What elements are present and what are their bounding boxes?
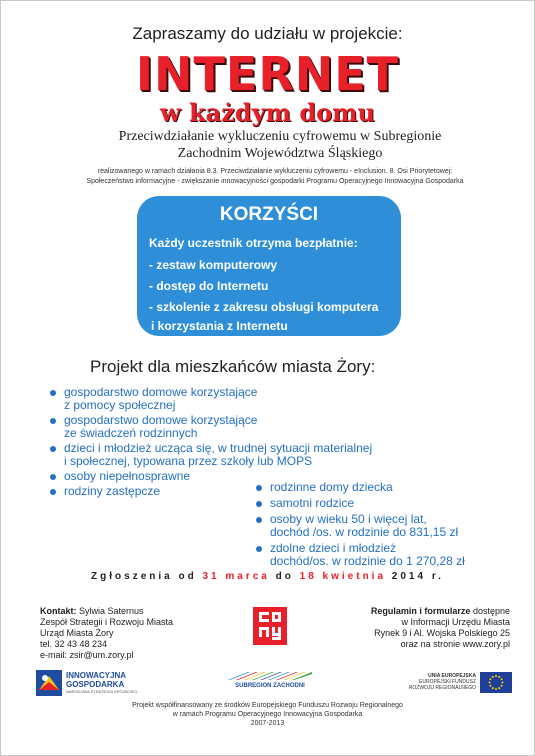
rules-website[interactable]: oraz na stronie www.zory.pl — [400, 639, 510, 649]
intro-text: Zapraszamy do udziału w projekcie: — [132, 24, 403, 43]
legal-line-2: Społeczeństwo informacyjne - zwiększanie innowacyjności gospodarki Programu Operacyjnego Innowacyjna Gospodarka — [86, 178, 464, 185]
list-item: zdolne dzieci i młodzież dochód/os. w rodzinie do 1 270,28 zł — [256, 542, 496, 568]
bullet-icon — [256, 485, 262, 491]
list-item: osoby w wieku 50 i więcej lat, dochód /os. w rodzinie do 831,15 zł — [256, 513, 496, 539]
list-item: dzieci i młodzież ucząca się, w trudnej sytuacji materialnej i społecznej, typowana przez szkoły lub MOPS — [50, 442, 394, 468]
rules-line: Rynek 9 i Al. Wojska Polskiego 25 — [374, 628, 510, 638]
bullet-icon — [50, 418, 56, 424]
eu-text: UNIA EUROPEJSKA EUROPEJSKI FUNDUSZ ROZWOJU REGIONALNEGO — [408, 673, 476, 691]
audience-heading: Projekt dla mieszkańców miasta Żory: — [90, 357, 376, 376]
footer-note — [0, 701, 535, 728]
bullet-icon — [50, 489, 56, 495]
benefits-title: KORZYŚCI — [219, 204, 319, 225]
subregion-text: SUBREGION ZACHODNI — [235, 683, 305, 689]
contact-line: Urząd Miasta Żory — [40, 628, 114, 638]
contact-phone: tel. 32 43 48 234 — [40, 639, 108, 649]
main-subtitle: w każdym domu — [160, 98, 375, 127]
ig-text: INNOWACYJNA GOSPODARKA NARODOWA STRATEGIA SPÓJNOŚCI — [66, 671, 138, 694]
list-item: gospodarstwo domowe korzystające ze świadczeń rodzinnych — [50, 414, 310, 440]
tagline-line-1: Przeciwdziałanie wykluczeniu cyfrowemu w Subregionie — [118, 129, 442, 144]
list-item: gospodarstwo domowe korzystające z pomocy społecznej — [50, 386, 310, 412]
contact-label: Kontakt: — [40, 606, 77, 616]
bullet-icon — [256, 546, 262, 552]
contact-line: Zespół Strategii i Rozwoju Miasta — [40, 617, 174, 627]
contact-email[interactable]: e-mail: zsir@um.zory.pl — [40, 650, 134, 660]
rules-block: Regulamin i formularze dostępne w Informacji Urzędu Miasta Rynek 9 i Al. Wojska Polskiego 25 oraz na stronie www.zory.pl — [330, 606, 510, 650]
footer-line: w ramach Programu Operacyjnego Innowacyjna Gospodarka — [172, 711, 363, 718]
main-title: INTERNET — [135, 47, 400, 101]
legal-line-1: realizowanego w ramach działania 8.3. Przeciwdziałanie wykluczeniu cyfrowemu - eInclusion. 8. Osi Priorytetowej: — [97, 168, 453, 175]
subregion-logo — [228, 670, 312, 692]
registration-dates: Zgłoszenia od 31 marca do 18 kwietnia 2014 r. — [91, 571, 444, 582]
benefits-lead: Każdy uczestnik otrzyma bezpłatnie: — [149, 236, 358, 250]
list-item: samotni rodzice — [256, 497, 496, 510]
bullet-icon — [50, 390, 56, 396]
eu-logo — [404, 672, 514, 694]
rules-label: Regulamin i formularze — [370, 606, 471, 616]
zory-logo-icon — [253, 607, 287, 645]
legal-note — [60, 167, 490, 187]
innowacyjna-gospodarka-logo — [36, 670, 156, 696]
benefit-item: - dostęp do Internetu — [149, 279, 269, 293]
contact-block — [40, 606, 173, 661]
zory-logo — [253, 607, 287, 645]
benefits-box — [137, 196, 401, 336]
list-item: rodziny zastępcze — [50, 485, 310, 498]
end-date: 18 kwietnia — [299, 571, 387, 582]
bullet-icon — [50, 446, 56, 452]
audience-list-right — [256, 481, 496, 570]
list-item: rodzinne domy dziecka — [256, 481, 496, 494]
start-date: 31 marca — [202, 571, 270, 582]
benefit-item: - szkolenie z zakresu obsługi komputera — [149, 300, 379, 314]
rules-line: w Informacji Urzędu Miasta — [401, 617, 510, 627]
tagline — [90, 128, 470, 162]
bullet-icon — [256, 517, 262, 523]
footer-line: 2007-2013 — [250, 720, 285, 727]
eu-flag-icon — [480, 672, 512, 693]
benefit-item: i korzystania z Internetu — [151, 319, 288, 333]
footer-line: Projekt współfinansowany ze środków Europejskiego Funduszu Rozwoju Regionalnego — [132, 702, 403, 709]
benefit-item: - zestaw komputerowy — [149, 258, 278, 272]
bullet-icon — [50, 474, 56, 480]
list-item: osoby niepełnosprawne — [50, 470, 310, 483]
tagline-line-2: Zachodnim Województwa Śląskiego — [177, 146, 383, 161]
subregion-stripes-icon — [228, 670, 312, 682]
contact-name: Sylwia Saternus — [76, 606, 144, 616]
ig-emblem-icon — [36, 670, 62, 696]
bullet-icon — [256, 501, 262, 507]
